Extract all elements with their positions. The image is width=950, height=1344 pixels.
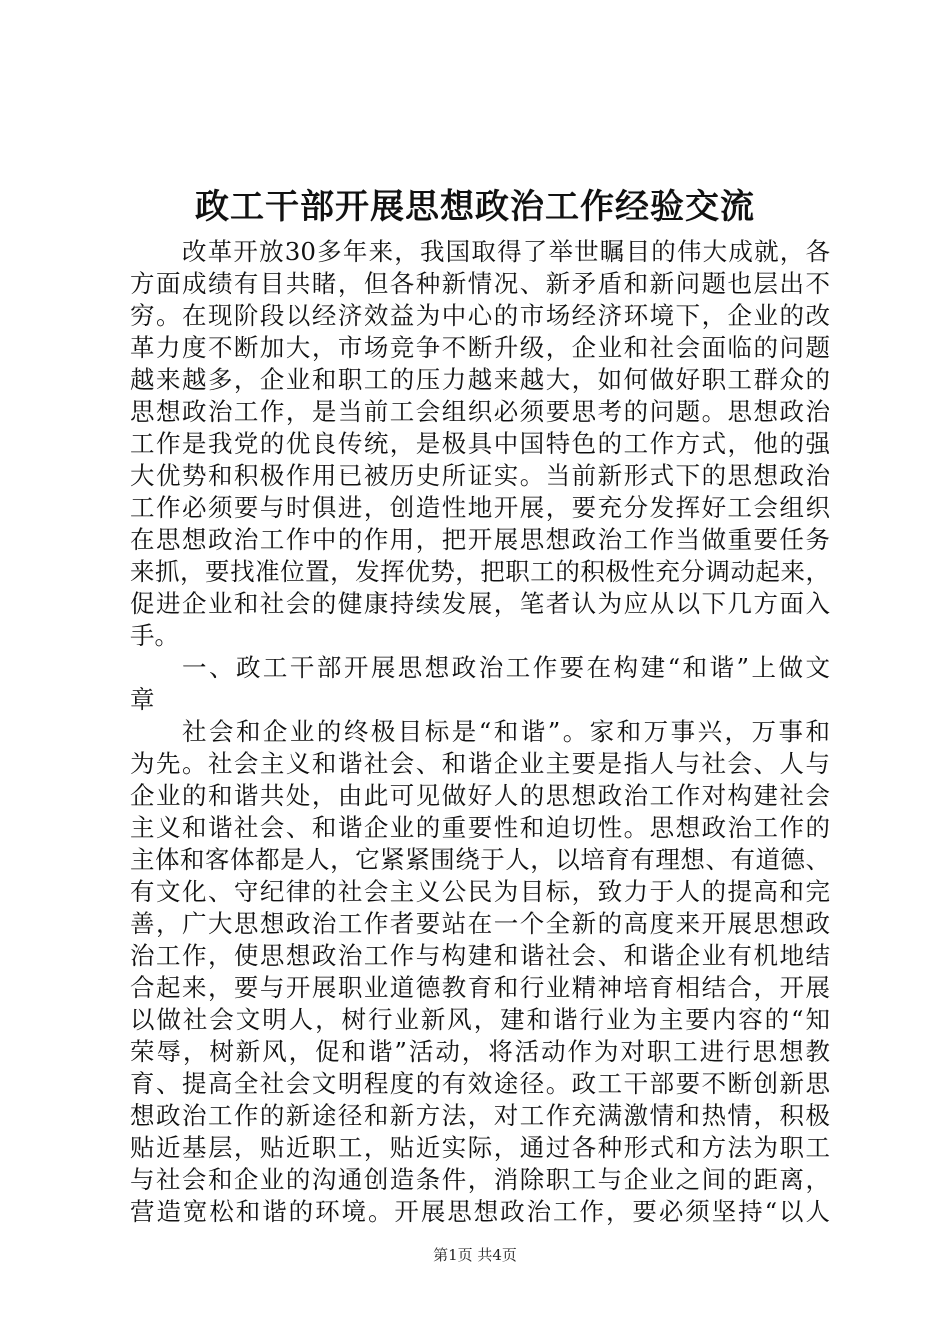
text-line: 以做社会文明人，树行业新风，建和谐行业为主要内容的“知 xyxy=(130,1005,830,1034)
text-line: 主义和谐社会、和谐企业的重要性和迫切性。思想政治工作的 xyxy=(130,813,830,842)
text-line: 方面成绩有目共睹，但各种新情况、新矛盾和新问题也层出不 xyxy=(130,269,830,298)
text-line: 革力度不断加大，市场竞争不断升级，企业和社会面临的问题 xyxy=(130,333,830,362)
text-line: 来抓，要找准位置，发挥优势，把职工的积极性充分调动起来， xyxy=(130,557,830,586)
page-number-label: 第1页 共4页 xyxy=(433,1246,517,1264)
text-line: 促进企业和社会的健康持续发展，笔者认为应从以下几方面入 xyxy=(130,589,830,618)
text-line: 社会和企业的终极目标是“和谐”。家和万事兴，万事和 xyxy=(182,717,830,746)
text-line: 荣辱，树新风，促和谐”活动，将活动作为对职工进行思想教 xyxy=(130,1037,830,1066)
page-footer xyxy=(0,1244,950,1266)
text-line: 善，广大思想政治工作者要站在一个全新的高度来开展思想政 xyxy=(130,909,830,938)
text-line: 为先。社会主义和谐社会、和谐企业主要是指人与社会、人与 xyxy=(130,749,830,778)
document-title: 政工干部开展思想政治工作经验交流 xyxy=(195,187,755,227)
text-line: 合起来，要与开展职业道德教育和行业精神培育相结合，开展 xyxy=(130,973,830,1002)
text-line: 在思想政治工作中的作用，把开展思想政治工作当做重要任务 xyxy=(130,525,830,554)
text-line: 工作必须要与时俱进，创造性地开展，要充分发挥好工会组织 xyxy=(130,493,830,522)
text-line: 想政治工作的新途径和新方法，对工作充满激情和热情，积极 xyxy=(130,1101,830,1130)
text-line: 治工作，使思想政治工作与构建和谐社会、和谐企业有机地结 xyxy=(130,941,830,970)
text-line: 企业的和谐共处，由此可见做好人的思想政治工作对构建社会 xyxy=(130,781,830,810)
section-heading-line: 一、政工干部开展思想政治工作要在构建“和谐”上做文 xyxy=(182,653,830,682)
text-line: 手。 xyxy=(130,621,179,650)
text-line: 越来越多，企业和职工的压力越来越大，如何做好职工群众的 xyxy=(130,365,830,394)
text-line: 穷。在现阶段以经济效益为中心的市场经济环境下，企业的改 xyxy=(130,301,830,330)
text-line: 与社会和企业的沟通创造条件，消除职工与企业之间的距离， xyxy=(130,1165,830,1194)
text-line: 育、提高全社会文明程度的有效途径。政工干部要不断创新思 xyxy=(130,1069,830,1098)
document-body xyxy=(130,236,830,1228)
text-line: 工作是我党的优良传统，是极具中国特色的工作方式，他的强 xyxy=(130,429,830,458)
text-line: 有文化、守纪律的社会主义公民为目标，致力于人的提高和完 xyxy=(130,877,830,906)
section-heading-line: 章 xyxy=(130,685,155,714)
text-line: 主体和客体都是人，它紧紧围绕于人，以培育有理想、有道德、 xyxy=(130,845,830,874)
text-line: 贴近基层，贴近职工，贴近实际，通过各种形式和方法为职工 xyxy=(130,1133,830,1162)
text-line: 营造宽松和谐的环境。开展思想政治工作，要必须坚持“以人 xyxy=(130,1197,830,1226)
text-line: 思想政治工作，是当前工会组织必须要思考的问题。思想政治 xyxy=(130,397,830,426)
text-line: 大优势和积极作用已被历史所证实。当前新形式下的思想政治 xyxy=(130,461,830,490)
text-line: 改革开放30多年来，我国取得了举世瞩目的伟大成就，各 xyxy=(182,237,830,266)
